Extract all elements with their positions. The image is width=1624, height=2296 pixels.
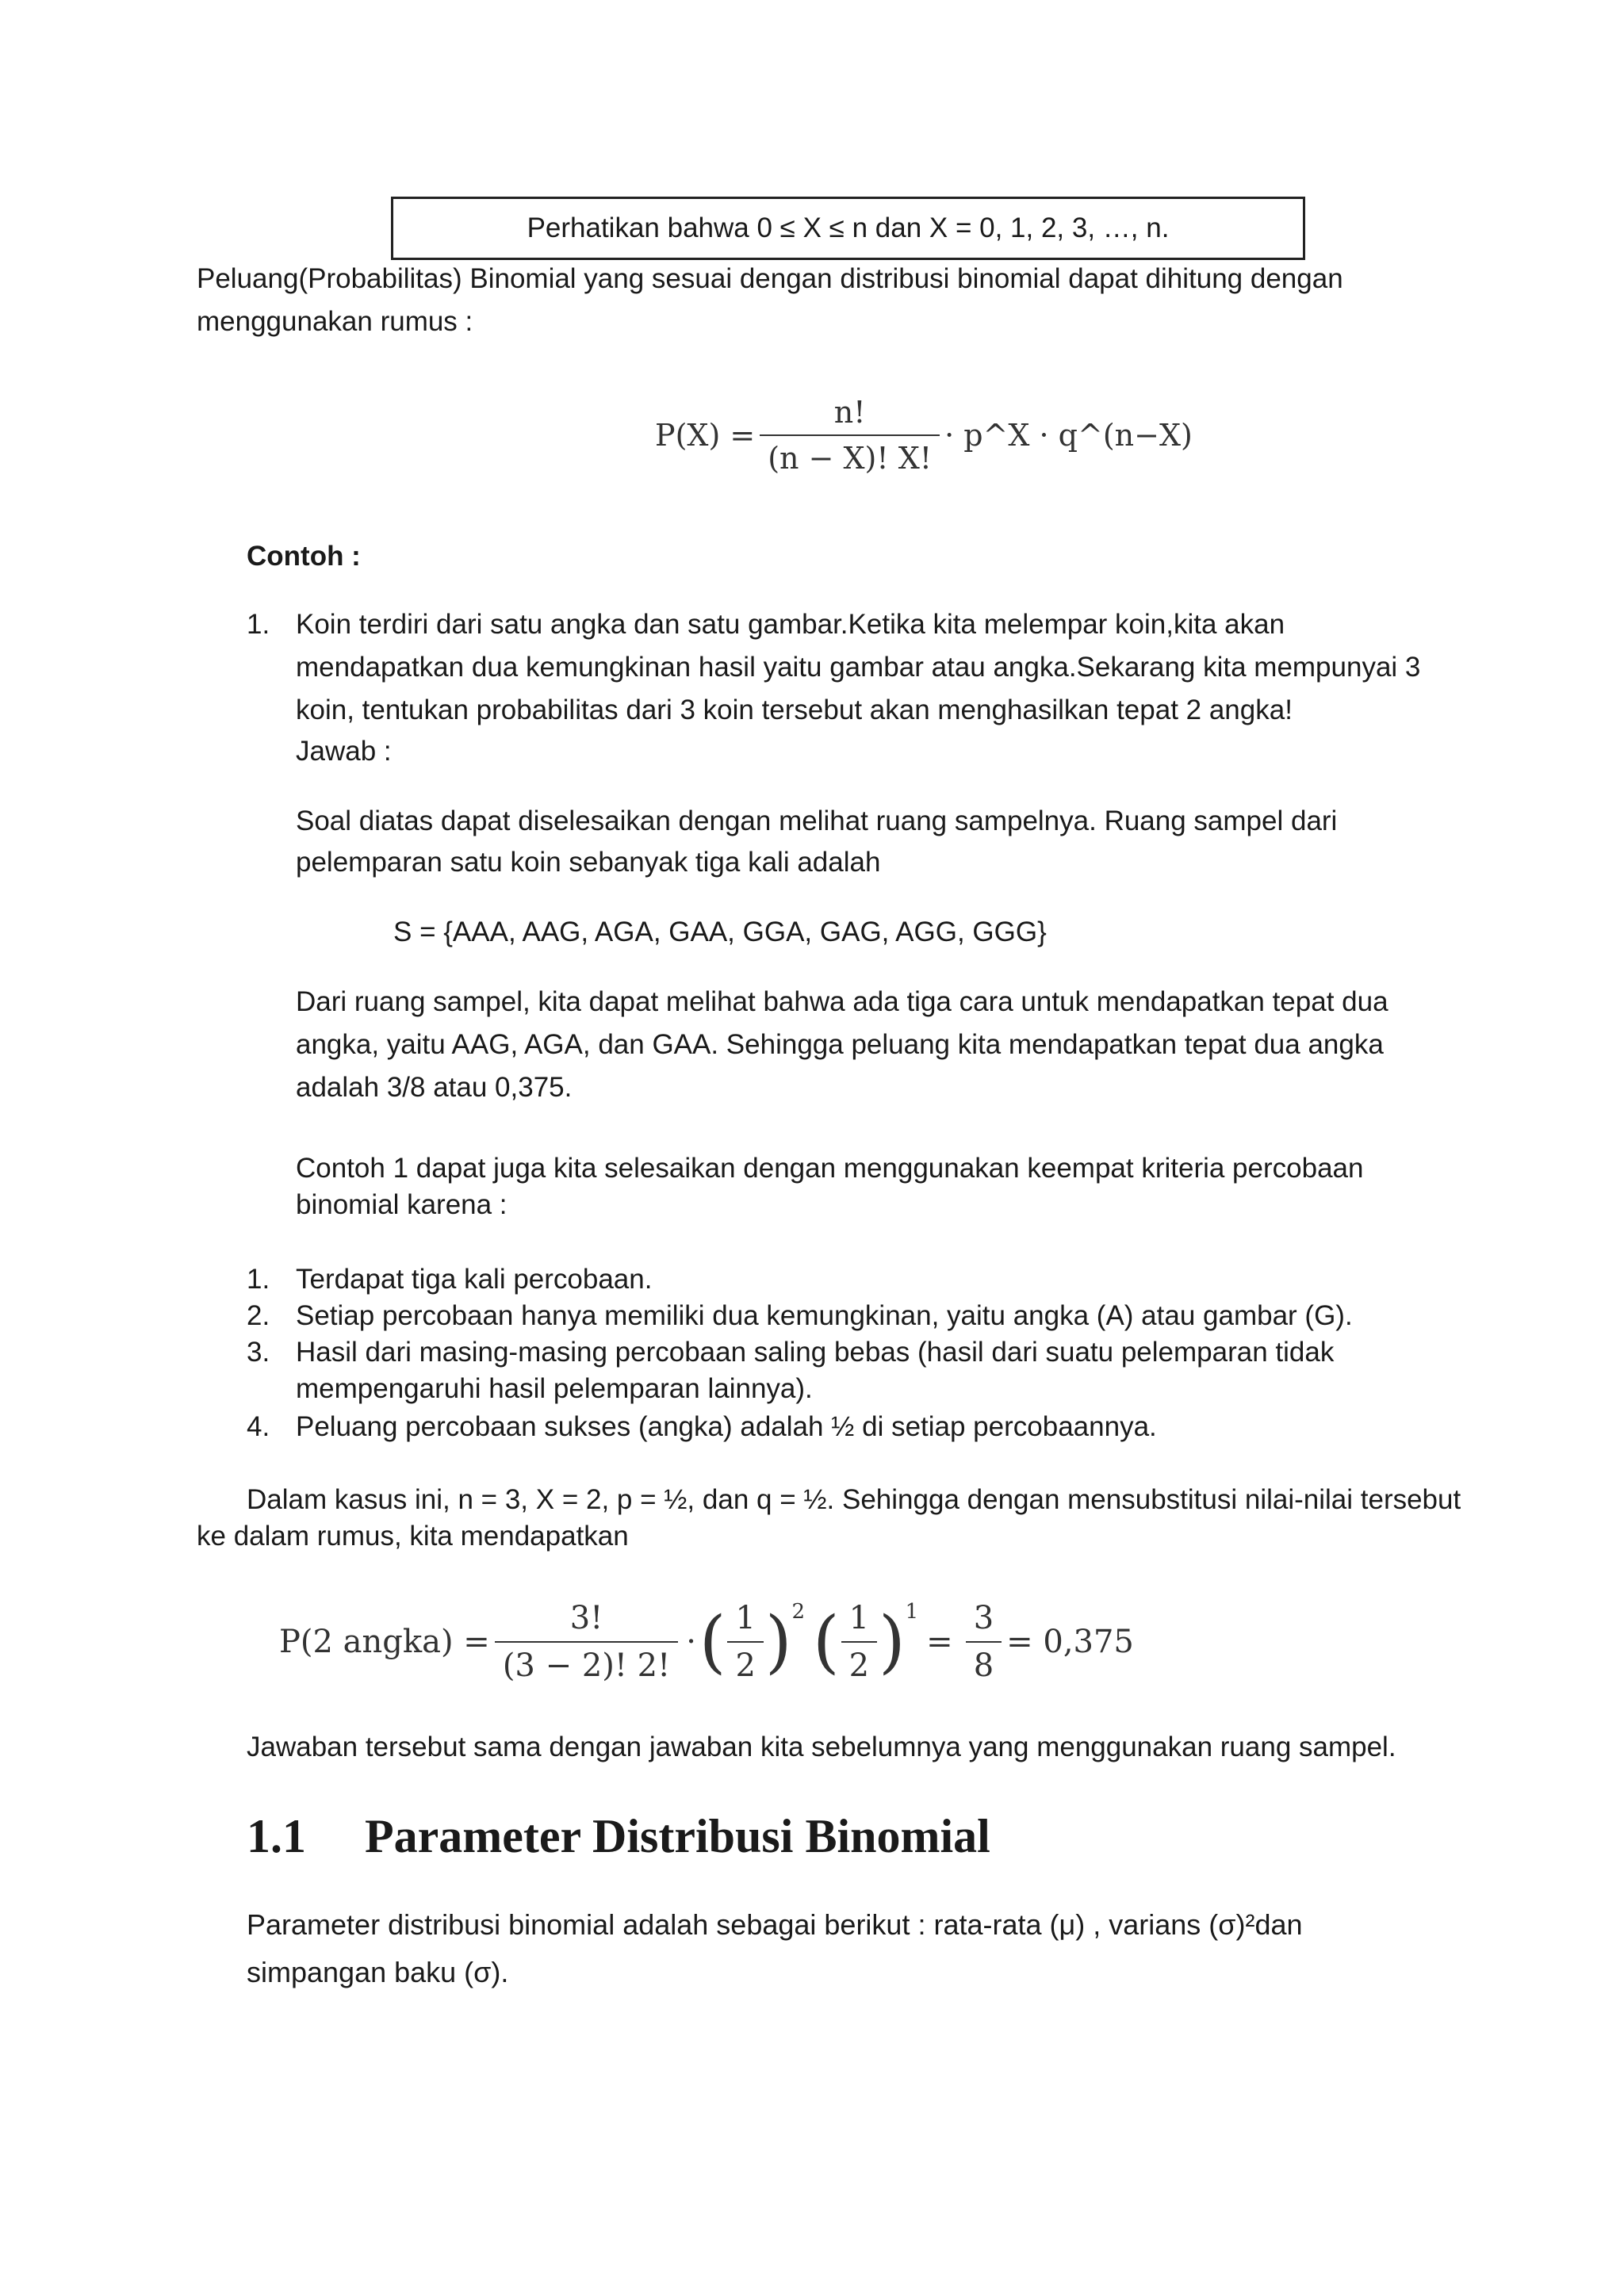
formula2-lhs: P(2 angka) =	[279, 1624, 490, 1660]
paren-open-1: (	[699, 1602, 726, 1682]
result-num: 3	[973, 1600, 994, 1636]
criteria-text-3b: mempengaruhi hasil pelemparan lainnya).	[296, 1373, 813, 1404]
params-line-1: Parameter distribusi binomial adalah sebagai berikut : rata-rata (μ) , varians (σ)²dan	[247, 1908, 1303, 1941]
formula2-equals: =	[926, 1624, 953, 1660]
example-line-1: Koin terdiri dari satu angka dan satu gambar.Ketika kita melempar koin,kita akan	[296, 609, 1285, 640]
formula1-numerator: n!	[833, 395, 866, 430]
note-text: Perhatikan bahwa 0 ≤ X ≤ n dan X = 0, 1, 2, 3, …, n.	[527, 212, 1170, 243]
half-2-den: 2	[841, 1641, 877, 1684]
section-title: Parameter Distribusi Binomial	[365, 1810, 990, 1862]
half-fraction-2	[841, 1600, 877, 1684]
criteria-number-4: 4.	[247, 1411, 270, 1442]
answer-p3-line-1: Contoh 1 dapat juga kita selesaikan dengan menggunakan keempat kriteria percobaan	[296, 1153, 1364, 1184]
criteria-text-3a: Hasil dari masing-masing percobaan saling bebas (hasil dari suatu pelemparan tidak	[296, 1337, 1335, 1368]
criteria-number-3: 3.	[247, 1337, 270, 1368]
params-line-2: simpangan baku (σ).	[247, 1956, 509, 1988]
formula1-fraction	[760, 395, 940, 476]
formula2-numerator: 3!	[569, 1600, 603, 1636]
half-1-den: 2	[727, 1641, 763, 1684]
half-2-num: 1	[848, 1600, 870, 1636]
formula2-dot: ·	[686, 1624, 696, 1660]
intro-line-1: Peluang(Probabilitas) Binomial yang sesuai dengan distribusi binomial dapat dihitung dengan	[197, 263, 1343, 294]
paren-open-2: (	[813, 1602, 840, 1682]
sample-space: S = {AAA, AAG, AGA, GAA, GGA, GAG, AGG, GGG}	[393, 916, 1047, 947]
criteria-number-2: 2.	[247, 1300, 270, 1331]
binomial-formula	[655, 395, 1193, 476]
criteria-text-4: Peluang percobaan sukses (angka) adalah ½ di setiap percobaannya.	[296, 1411, 1157, 1442]
criteria-number-1: 1.	[247, 1264, 270, 1295]
formula1-lhs: P(X) =	[655, 418, 756, 453]
exponent-1: 2	[791, 1600, 806, 1624]
jawab-label: Jawab :	[296, 736, 392, 767]
section-number: 1.1	[247, 1810, 306, 1862]
half-fraction-1	[727, 1600, 763, 1684]
case-line-2: ke dalam rumus, kita mendapatkan	[197, 1521, 629, 1552]
case-line-1: Dalam kasus ini, n = 3, X = 2, p = ½, dan q = ½. Sehingga dengan mensubstitusi nilai-nilai tersebut	[247, 1484, 1461, 1515]
paren-close-2: )	[879, 1602, 906, 1682]
note-box	[391, 197, 1305, 260]
example-line-3: koin, tentukan probabilitas dari 3 koin tersebut akan menghasilkan tepat 2 angka!	[296, 695, 1293, 725]
answer-p2-line-2: angka, yaitu AAG, AGA, dan GAA. Sehingga peluang kita mendapatkan tepat dua angka	[296, 1029, 1384, 1060]
answer-p2-line-3: adalah 3/8 atau 0,375.	[296, 1072, 573, 1103]
criteria-text-1: Terdapat tiga kali percobaan.	[296, 1264, 653, 1295]
formula2-denominator: (3 − 2)! 2!	[495, 1641, 678, 1684]
example-number: 1.	[247, 609, 270, 640]
result-fraction	[966, 1600, 1002, 1684]
answer-p1-line-1: Soal diatas dapat diselesaikan dengan melihat ruang sampelnya. Ruang sampel dari	[296, 806, 1338, 836]
criteria-text-2: Setiap percobaan hanya memiliki dua kemungkinan, yaitu angka (A) atau gambar (G).	[296, 1300, 1353, 1331]
section-heading	[247, 1806, 990, 1866]
answer-p3-line-2: binomial karena :	[296, 1189, 508, 1220]
result-den: 8	[966, 1641, 1002, 1684]
answer-p1-line-2: pelemparan satu koin sebanyak tiga kali adalah	[296, 847, 881, 878]
formula2-fraction	[495, 1600, 678, 1684]
intro-line-2: menggunakan rumus :	[197, 306, 473, 337]
example-line-2: mendapatkan dua kemungkinan hasil yaitu gambar atau angka.Sekarang kita mempunyai 3	[296, 652, 1421, 683]
conclusion: Jawaban tersebut sama dengan jawaban kita sebelumnya yang menggunakan ruang sampel.	[247, 1732, 1396, 1762]
exponent-2: 1	[905, 1600, 919, 1624]
paren-close-1: )	[764, 1602, 792, 1682]
formula2-result: = 0,375	[1006, 1624, 1134, 1660]
answer-p2-line-1: Dari ruang sampel, kita dapat melihat bahwa ada tiga cara untuk mendapatkan tepat dua	[296, 986, 1388, 1017]
half-1-num: 1	[735, 1600, 756, 1636]
formula1-denominator: (n − X)! X!	[760, 434, 940, 476]
formula1-tail: · p^X · q^(n−X)	[944, 418, 1193, 453]
contoh-label: Contoh :	[247, 541, 361, 572]
worked-formula	[279, 1600, 1134, 1684]
